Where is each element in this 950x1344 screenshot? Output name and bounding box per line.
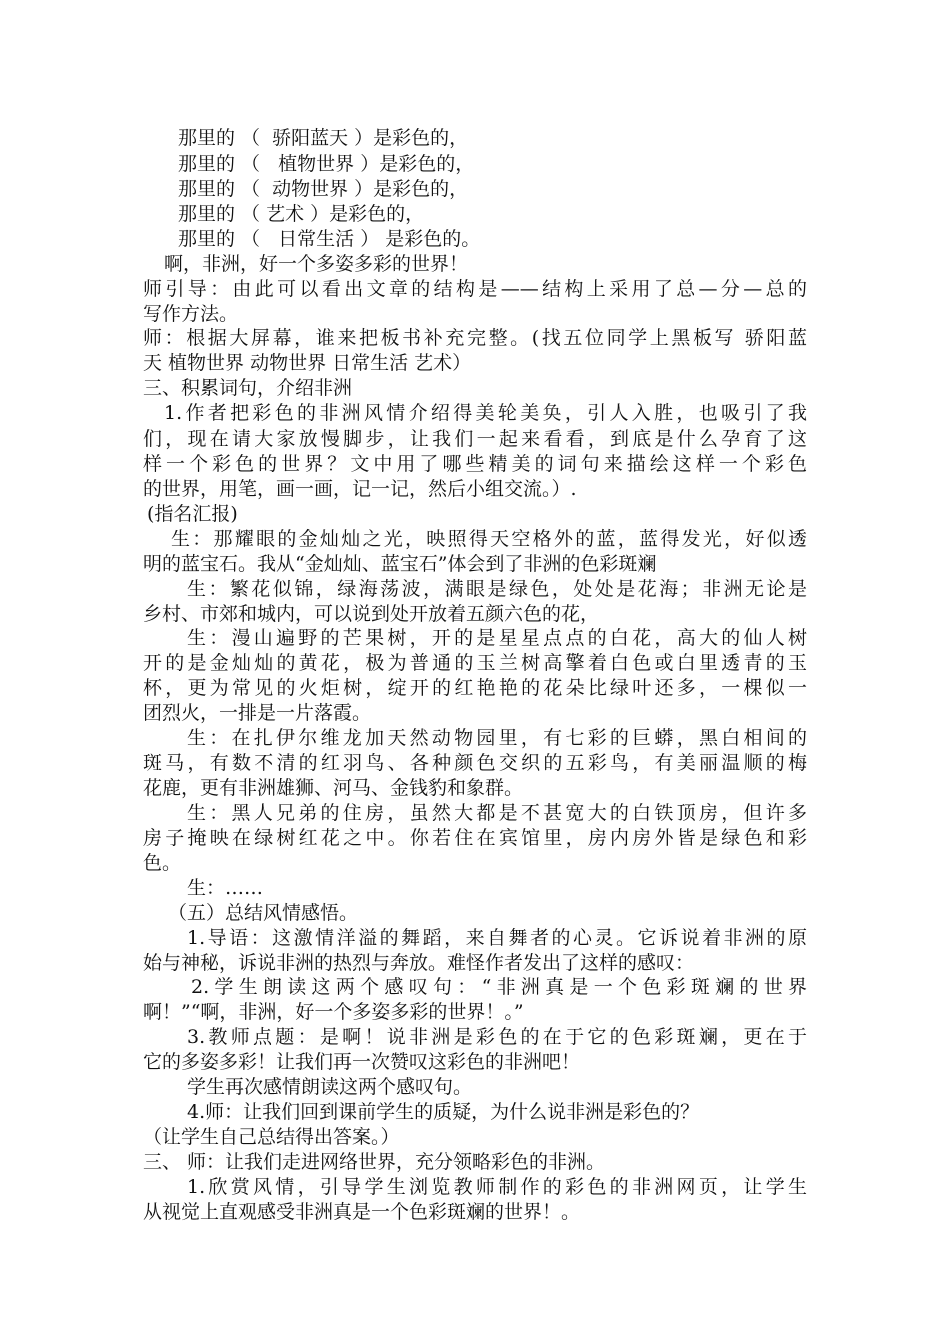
guide-line-1: 师引导：由此可以看出文章的结构是——结构上采用了总—分—总的 — [143, 278, 807, 300]
student-line: 生：黑人兄弟的住房，虽然大都是不甚宽大的白铁顶房，但许多 — [187, 802, 807, 824]
student-line: 生：漫山遍野的芒果树，开的是星星点点的白花，高大的仙人树 — [187, 627, 807, 649]
guide-line-2: 写作方法。 — [143, 303, 239, 325]
report-note: (指名汇报) — [147, 503, 238, 525]
paragraph-line: 从视觉上直观感受非洲真是一个色彩斑斓的世界！。 — [143, 1201, 581, 1223]
poem-line-5: 那里的 （ 日常生活 ） 是彩色的。 — [178, 228, 481, 250]
student-line: 生：那耀眼的金灿灿之光，映照得天空格外的蓝，蓝得发光，好似透 — [171, 528, 807, 550]
paragraph-line: （让学生自己总结得出答案。） — [143, 1126, 400, 1148]
paragraph-line: 啊！”“啊，非洲，好一个多姿多彩的世界！。” — [143, 1001, 524, 1023]
paragraph-line: 2.学生朗读这两个感叹句：“非洲真是一个色彩斑斓的世界 — [191, 976, 807, 998]
student-line: 开的是金灿灿的黄花，极为普通的玉兰树高擎着白色或白里透青的玉 — [143, 652, 807, 674]
paragraph-line: 的世界，用笔，画一画，记一记，然后小组交流。）. — [143, 478, 577, 500]
section-heading: （五）总结风情感悟。 — [168, 902, 359, 924]
paragraph-line: 学生再次感情朗读这两个感叹句。 — [187, 1076, 473, 1098]
student-line: 团烈火，一排是一片落霞。 — [143, 702, 372, 724]
paragraph-line: 1.欣赏风情，引导学生浏览教师制作的彩色的非洲网页，让学生 — [187, 1176, 807, 1198]
paragraph-line: 4.师：让我们回到课前学生的质疑，为什么说非洲是彩色的？ — [187, 1101, 700, 1123]
paragraph-line: 1.导语：这激情洋溢的舞蹈，来自舞者的心灵。它诉说着非洲的原 — [187, 927, 807, 949]
poem-line-3: 那里的 （ 动物世界 ）是彩色的， — [178, 178, 469, 200]
poem-line-6: 啊，非洲，好一个多姿多彩的世界！ — [164, 253, 469, 275]
poem-line-2: 那里的 （ 植物世界 ）是彩色的， — [178, 153, 475, 175]
section-heading: 三、 师：让我们走进网络世界，充分领略彩色的非洲。 — [143, 1151, 606, 1173]
board-line-1: 师：根据大屏幕，谁来把板书补充完整。(找五位同学上黑板写 骄阳蓝 — [143, 327, 807, 349]
paragraph-line: 它的多姿多彩！让我们再一次赞叹这彩色的非洲吧！ — [143, 1051, 581, 1073]
student-line: 生：在扎伊尔维龙加天然动物园里，有七彩的巨蟒，黑白相间的 — [187, 727, 807, 749]
poem-line-4: 那里的 （ 艺术 ）是彩色的， — [178, 203, 425, 225]
student-line: 生：繁花似锦，绿海荡波，满眼是绿色，处处是花海；非洲无论是 — [187, 578, 807, 600]
poem-line-1: 那里的 （ 骄阳蓝天 ）是彩色的， — [178, 127, 469, 149]
student-line: 杯，更为常见的火炬树，绽开的红艳艳的花朵比绿叶还多，一棵似一 — [143, 677, 807, 699]
paragraph-line: 3.教师点题：是啊！说非洲是彩色的在于它的色彩斑斓，更在于 — [187, 1026, 807, 1048]
student-line: 乡村、市郊和城内，可以说到处开放着五颜六色的花， — [143, 603, 600, 625]
paragraph-line: 1.作者把彩色的非洲风情介绍得美轮美奂，引人入胜，也吸引了我 — [164, 402, 807, 424]
board-line-2: 天 植物世界 动物世界 日常生活 艺术） — [143, 352, 472, 374]
section-heading: 三、积累词句，介绍非洲 — [143, 377, 353, 399]
paragraph-line: 样一个彩色的世界？文中用了哪些精美的词句来描绘这样一个彩色 — [143, 453, 807, 475]
paragraph-line: 始与神秘，诉说非洲的热烈与奔放。难怪作者发出了这样的感叹： — [143, 952, 695, 974]
student-line: 色。 — [143, 852, 182, 874]
student-line: 斑马，有数不清的红羽鸟、各种颜色交织的五彩鸟，有美丽温顺的梅 — [143, 752, 807, 774]
student-line: 明的蓝宝石。我从“金灿灿、蓝宝石”体会到了非洲的色彩斑斓 — [143, 553, 657, 575]
student-line: 生：…… — [187, 877, 264, 899]
paragraph-line: 们，现在请大家放慢脚步，让我们一起来看看，到底是什么孕育了这 — [143, 428, 807, 450]
student-line: 花鹿，更有非洲雄狮、河马、金钱豹和象群。 — [143, 777, 524, 799]
student-line: 房子掩映在绿树红花之中。你若住在宾馆里，房内房外皆是绿色和彩 — [143, 827, 807, 849]
